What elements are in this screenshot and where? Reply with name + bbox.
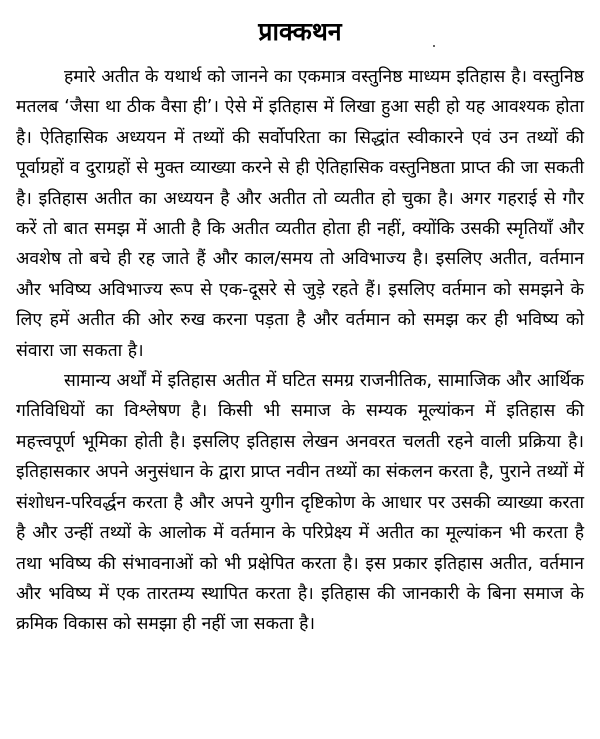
paragraph-2: सामान्य अर्थों में इतिहास अतीत में घटित समग्र राजनीतिक, सामाजिक और आर्थिक गतिविधियों का विश्लेषण है। किसी भी समाज के सम्यक मूल्यांकन में इतिहास की महत्त्वपूर्ण भूमिका होती है। इसलिए इतिहास लेखन अनवरत चलती रहने वाली प्रक्रिया है। इतिहासकार अपने अनुसंधान के द्वारा प्राप्त नवीन तथ्यों का संकलन करता है, पुराने तथ्यों में संशोधन-परिवर्द्धन करता है और अपने युगीन दृष्टिकोण के आधार पर उसकी व्याख्या करता है और उन्हीं तथ्यों के आलोक में वर्तमान के परिप्रेक्ष्य में अतीत का मूल्यांकन भी करता है तथा भविष्य की संभावनाओं को भी प्रक्षेपित करता है। इस प्रकार इतिहास अतीत, वर्तमान और भविष्य में एक तारतम्य स्थापित करता है। इतिहास की जानकारी के बिना समाज के क्रमिक विकास को समझा ही नहीं जा सकता है। <box>16 371 584 635</box>
speck-mark <box>433 45 435 47</box>
page-title: प्राक्कथन <box>258 17 342 46</box>
paragraph-1: हमारे अतीत के यथार्थ को जानने का एकमात्र वस्तुनिष्ठ माध्यम इतिहास है। वस्तुनिष्ठ मतलब ‘जैसा था ठीक वैसा ही’। ऐसे में इतिहास में लिखा हुआ सही हो यह आवश्यक होता है। ऐतिहासिक अध्ययन में तथ्यों की सर्वोपरिता का सिद्धांत स्वीकारने एवं उन तथ्यों की पूर्वाग्रहों व दुराग्रहों से मुक्त व्याख्या करने से ही ऐतिहासिक वस्तुनिष्ठता प्राप्त की जा सकती है। इतिहास अतीत का अध्ययन है और अतीत तो व्यतीत हो चुका है। अगर गहराई से गौर करें तो बात समझ में आती है कि अतीत व्यतीत होता ही नहीं, क्योंकि उसकी स्मृतियाँ और अवशेष तो बचे ही रह जाते हैं और काल/समय तो अविभाज्य है। इसलिए अतीत, वर्तमान और भविष्य अविभाज्य रूप से एक-दूसरे से जुड़े रहते हैं। इसलिए वर्तमान को समझने के लिए हमें अतीत की ओर रुख करना पड़ता है और वर्तमान को समझ कर ही भविष्य को संवारा जा सकता है। <box>16 67 584 361</box>
